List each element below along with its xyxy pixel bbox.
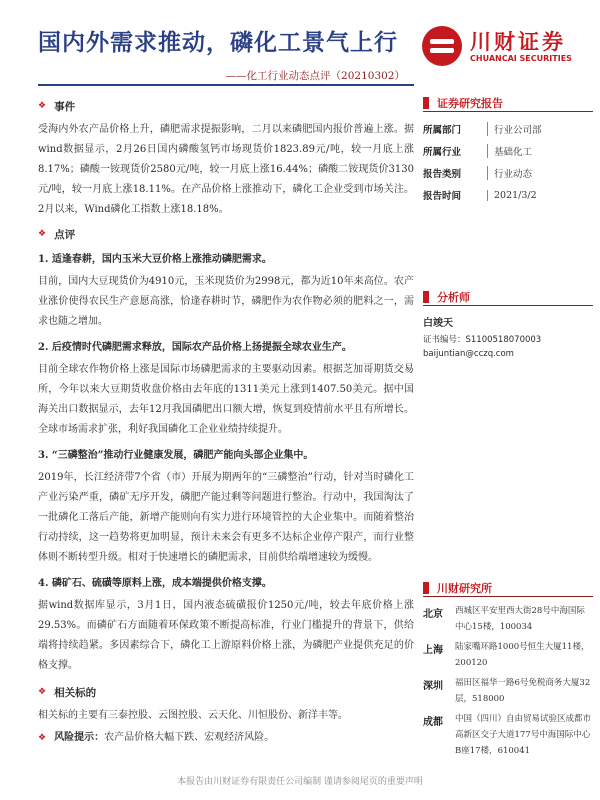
diamond-bullet-icon: ❖	[38, 687, 47, 697]
office-item	[423, 639, 593, 671]
comment-title: 点评	[54, 228, 76, 241]
logo-mark-icon	[422, 26, 462, 66]
office-item	[423, 711, 593, 759]
diamond-bullet-icon: ❖	[38, 733, 47, 743]
risk-text: 农产品价格大幅下跌、宏观经济风险。	[104, 732, 275, 743]
analyst-name: 白竣天	[423, 318, 453, 329]
company-block	[423, 579, 593, 759]
office-city: 深圳	[423, 681, 443, 692]
point-text: 目前，国内大豆现货价为4910元，玉米现货价为2998元，都为近10年来高位。农产业涨价使得农民生产意愿高涨，恰逢春耕时节，磷肥作为农作物必须的肥料之一，需求也随之增加。	[38, 276, 414, 327]
report-info-title: 证券研究报告	[437, 96, 503, 110]
diamond-bullet-icon: ❖	[38, 101, 47, 111]
point-title: 1. 适逢春耕，国内玉米大豆价格上涨推动磷肥需求。	[38, 254, 272, 265]
point-title: 4. 磷矿石、硫磺等原料上涨，成本端提供价格支撑。	[38, 578, 272, 589]
report-title: 国内外需求推动，磷化工景气上行	[38, 30, 398, 56]
logo-text-en: CHUANCAI SECURITIES	[470, 54, 572, 63]
analyst-heading	[423, 288, 593, 306]
main-content	[38, 96, 414, 748]
point-title: 2. 后疫情时代磷肥需求释放，国际农产品价格上扬提振全球农业生产。	[38, 342, 352, 353]
report-info-heading	[423, 94, 593, 112]
comment-heading	[38, 224, 414, 244]
company-logo	[422, 22, 592, 70]
office-address: 西城区平安里西大街28号中海国际中心15楼，100034	[455, 606, 585, 632]
red-square-icon	[423, 582, 429, 594]
report-subtitle: ——化工行业动态点评（20210302）	[225, 70, 405, 82]
office-item	[423, 675, 593, 707]
office-city: 成都	[423, 717, 443, 728]
related-heading	[38, 682, 414, 702]
sidebar	[423, 94, 593, 759]
point-text: 据wind数据库显示，3月1日，国内液态硫磺报价1250元/吨，较去年底价格上涨29.53%。而磷矿石方面随着环保政策不断提高标准，行业门槛提升的背景下，供给端将持续趋紧。多因素综合下，磷化工上游原料价格上涨，为磷肥产业提供充足的价格支撑。	[38, 600, 414, 671]
analyst-title: 分析师	[437, 290, 470, 304]
company-heading	[423, 579, 593, 597]
analyst-block	[423, 288, 593, 361]
office-city: 上海	[423, 645, 443, 656]
office-address: 陆家嘴环路1000号恒生大厦11楼，200120	[455, 642, 590, 668]
event-title: 事件	[54, 100, 76, 113]
office-address: 福田区福华一路6号免税商务大厦32层，518000	[455, 678, 591, 704]
info-value: 基础化工	[487, 144, 532, 158]
office-item	[423, 603, 593, 635]
point-title: 3. “三磷整治”推动行业健康发展，磷肥产能向头部企业集中。	[38, 450, 314, 461]
analyst-cert: 证书编号：S1100518070003	[423, 335, 542, 345]
risk-line	[38, 728, 414, 748]
related-text: 相关标的主要有三泰控股、云图控股、云天化、川恒股份、新洋丰等。	[38, 710, 348, 721]
page-footer: 本报告由川财证券有限责任公司编制 谨请参阅尾页的重要声明	[177, 777, 423, 787]
info-key: 报告时间	[423, 191, 462, 202]
office-address: 中国（四川）自由贸易试验区成都市高新区交子大道177号中海国际中心B座17楼，610041	[455, 714, 592, 756]
related-title: 相关标的	[54, 686, 97, 699]
risk-label: 风险提示：	[54, 732, 105, 743]
info-key: 报告类别	[423, 169, 462, 180]
info-row	[423, 162, 593, 184]
analyst-email[interactable]: baijuntian@cczq.com	[423, 349, 514, 359]
point-text: 2019年，长江经济带7个省（市）开展为期两年的“三磷整治”行动，针对当时磷化工产业污染严重，磷矿无序开发，磷肥产能过剩等问题进行整治。行动中，我国淘汰了一批磷化工落后产能，新增产能则向有实力进行环境管控的大企业集中。而随着整治行动持续，这一趋势将更加明显，预计未来会有更多不达标企业停产限产，而行业整体则不断转型升级。相对于快速增长的磷肥需求，目前供给端增速较为缓慢。	[38, 472, 414, 563]
point-text: 目前全球农作物价格上涨是国际市场磷肥需求的主要驱动因素。根据芝加哥期货交易所，今年以来大豆期货收盘价格由去年底的1311美元上涨到1407.50美元。据中国海关出口数据显示，去年12月我国磷肥出口额大增，恢复到疫情前水平且有所增长。全球市场需求扩张，利好我国磷化工企业业绩持续提升。	[38, 364, 414, 435]
company-title: 川财研究所	[437, 581, 492, 595]
event-text: 受海内外农产品价格上升，磷肥需求提振影响，二月以来磷肥国内报价普遍上涨。据wind数据显示，2月26日国内磷酸氢钙市场现货价1823.89元/吨，较一月底上涨8.17%；磷酸一铵现货价2580元/吨，较一月底上涨16.44%；磷酸二铵现货价3130元/吨，较一月底上涨18.11%。在产品价格上涨推动下，磷化工企业受到市场关注。2月以来，Wind磷化工指数上涨18.18%。	[38, 124, 414, 215]
info-row	[423, 140, 593, 162]
info-row	[423, 184, 593, 206]
info-row	[423, 118, 593, 140]
info-key: 所属行业	[423, 147, 462, 158]
info-value: 2021/3/2	[487, 190, 537, 201]
red-square-icon	[423, 97, 429, 109]
header-divider	[38, 84, 414, 86]
info-key: 所属部门	[423, 125, 462, 136]
info-value: 行业公司部	[487, 122, 542, 136]
office-city: 北京	[423, 609, 443, 620]
info-value: 行业动态	[487, 166, 532, 180]
logo-text-cn: 川财证券	[470, 30, 566, 54]
red-square-icon	[423, 291, 429, 303]
diamond-bullet-icon: ❖	[38, 229, 47, 239]
event-heading	[38, 96, 414, 116]
